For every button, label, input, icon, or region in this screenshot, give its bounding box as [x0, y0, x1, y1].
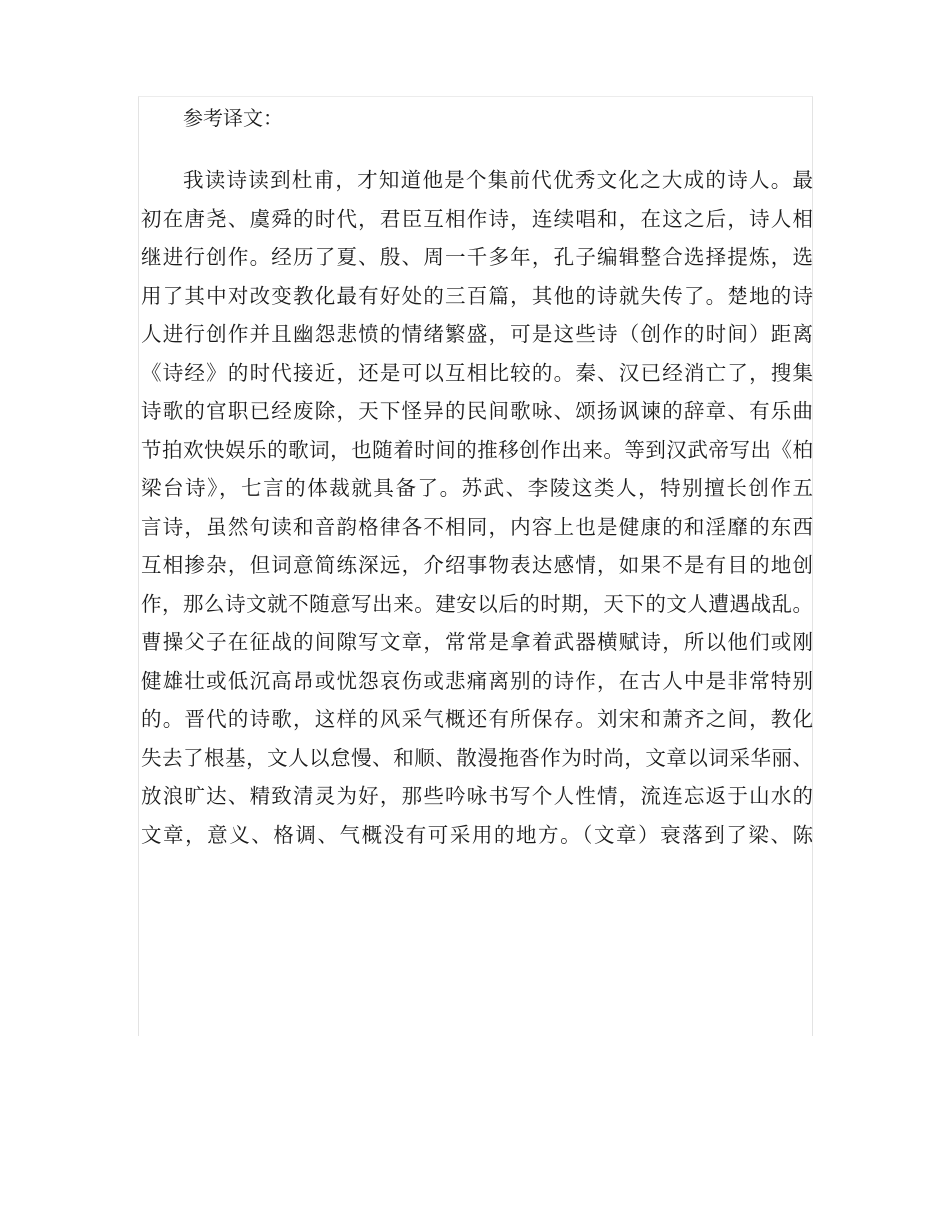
text-line: 梁台诗》，七言的体裁就具备了。苏武、李陵这类人，特别擅长创作五 — [141, 476, 813, 500]
translation-body — [141, 163, 813, 856]
text-line: 节拍欢快娱乐的歌词，也随着时间的推移创作出来。等到汉武帝写出《柏 — [141, 437, 813, 462]
text-line: 人进行创作并且幽怨悲愤的情绪繁盛，可是这些诗（创作的时间）距离 — [141, 322, 813, 346]
text-line: 健雄壮或低沉高昂或忧怨哀伤或悲痛离别的诗作，在古人中是非常特别 — [141, 668, 813, 693]
text-line: 曹操父子在征战的间隙写文章，常常是拿着武器横赋诗，所以他们或刚 — [141, 630, 813, 654]
text-line: 放浪旷达、精致清灵为好，那些吟咏书写个人性情，流连忘返于山水的 — [141, 784, 813, 808]
text-line: 文章，意义、格调、气概没有可采用的地方。（文章）衰落到了梁、陈 — [141, 822, 813, 847]
text-line: 用了其中对改变教化最有好处的三百篇，其他的诗就失传了。楚地的诗 — [141, 283, 813, 308]
text-line: 失去了根基，文人以怠慢、和顺、散漫拖沓作为时尚，文章以词采华丽、 — [141, 745, 813, 770]
text-line: 诗歌的官职已经废除，天下怪异的民间歌咏、颂扬讽谏的辞章、有乐曲 — [141, 399, 813, 423]
text-line: 《诗经》的时代接近，还是可以互相比较的。秦、汉已经消亡了，搜集 — [141, 360, 813, 385]
text-line: 继进行创作。经历了夏、殷、周一千多年，孔子编辑整合选择提炼，选 — [141, 245, 813, 269]
text-line: 的。晋代的诗歌，这样的风采气概还有所保存。刘宋和萧齐之间，教化 — [141, 707, 813, 731]
text-line: 初在唐尧、虞舜的时代，君臣互相作诗，连续唱和，在这之后，诗人相 — [141, 206, 813, 231]
text-line: 言诗，虽然句读和音韵格律各不相同，内容上也是健康的和淫靡的东西 — [141, 514, 813, 539]
translation-heading: 参考译文： — [183, 106, 283, 130]
text-line: 互相掺杂，但词意简练深远，介绍事物表达感情，如果不是有目的地创 — [141, 553, 813, 577]
text-line: 我读诗读到杜甫，才知道他是个集前代优秀文化之大成的诗人。最 — [183, 168, 813, 192]
text-line: 作，那么诗文就不随意写出来。建安以后的时期，天下的文人遭遇战乱。 — [141, 591, 813, 616]
